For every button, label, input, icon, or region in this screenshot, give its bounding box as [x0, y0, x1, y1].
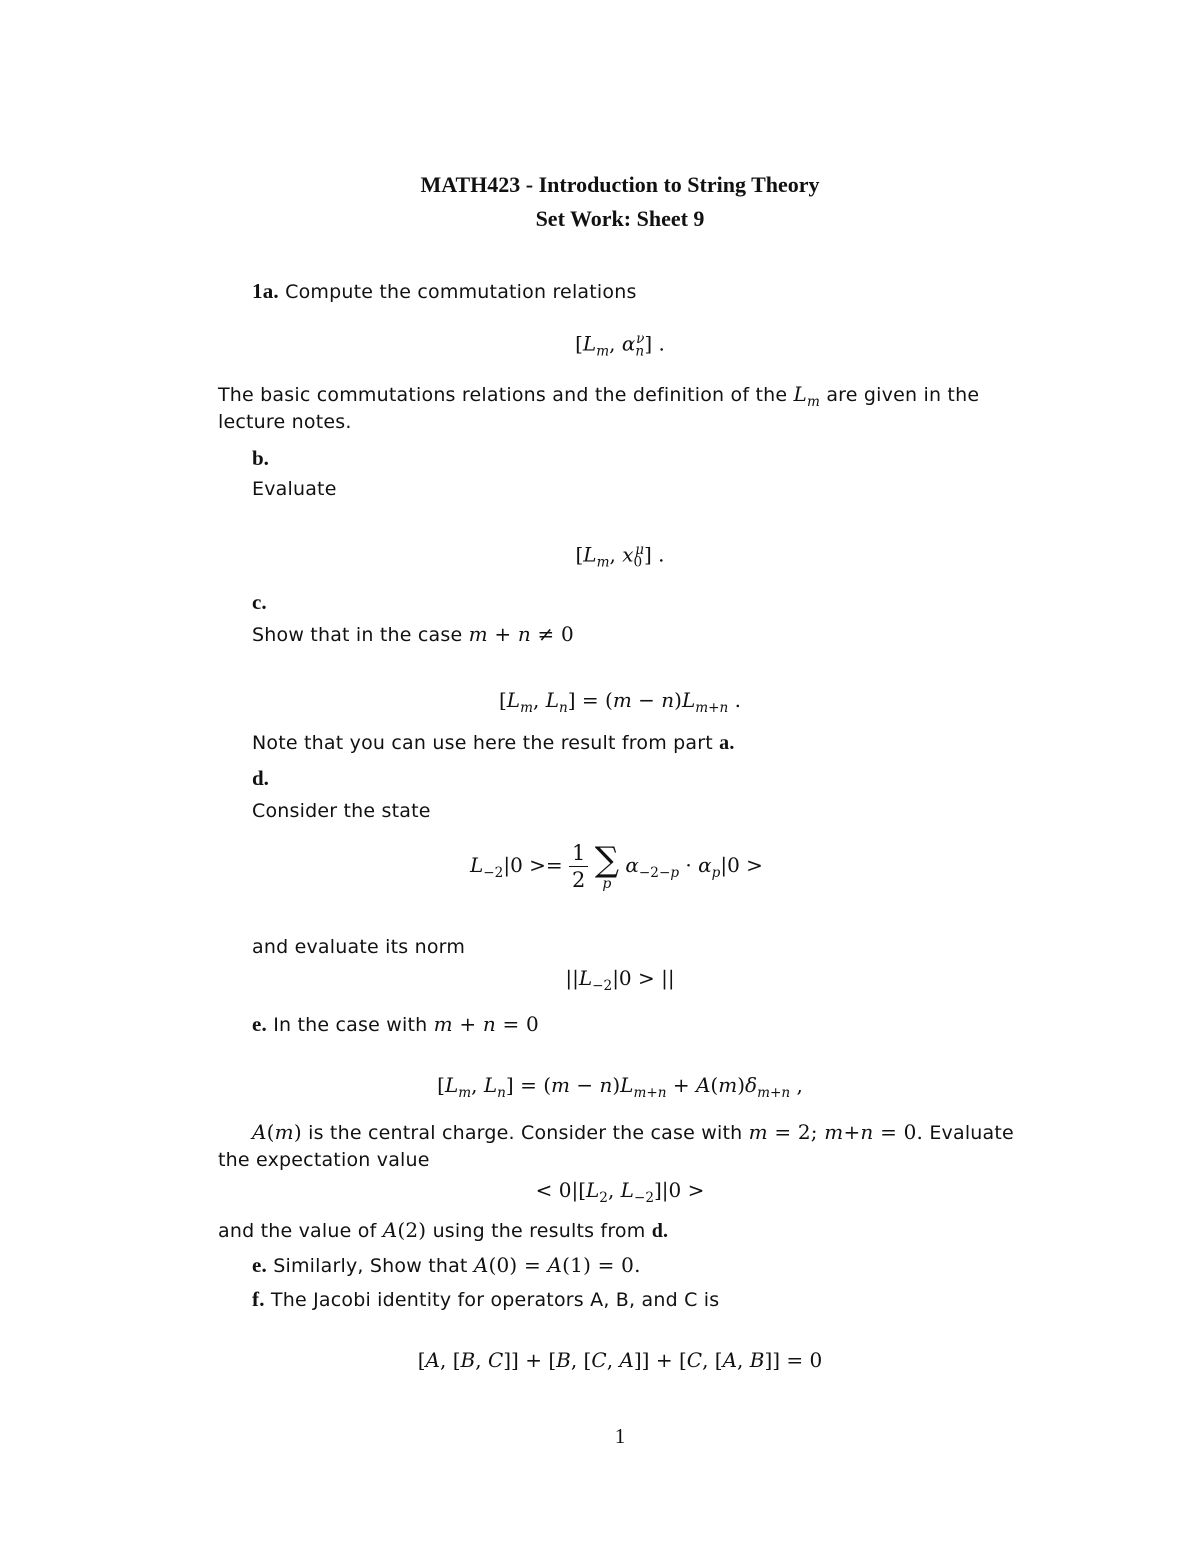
q1e-desc-a: A(m): [252, 1120, 302, 1144]
q1b-label: b.: [252, 446, 269, 470]
q1f-text: The Jacobi identity for operators A, B, and C is: [270, 1289, 720, 1311]
q1d-text-2: and evaluate its norm: [252, 936, 466, 958]
q1e-line: [252, 1012, 539, 1037]
q1c-label: c.: [252, 590, 267, 614]
q1c-equation: [$L_m$, $L_n] = (m - n)L_{m+n}$ .: [498, 688, 742, 716]
q1e-desc-b: is the central charge. Consider the case with: [308, 1122, 743, 1144]
q1a-text: Compute the commutation relations: [285, 281, 637, 303]
q1d-label: d.: [252, 766, 269, 790]
q1e2-equation: A(0) = A(1) = 0.: [473, 1253, 641, 1277]
q1a-label: 1a.: [252, 279, 279, 303]
q1d-text: Consider the state: [252, 800, 431, 822]
q1f-line: [252, 1287, 719, 1312]
q1c-note-pre: Note that you can use here the result from part: [252, 732, 713, 754]
q1c-text: Show that in the case: [252, 624, 463, 646]
q1a-note-line-1: [218, 382, 979, 410]
q1b-equation: [$L_m$, $x_0^\mu$] .: [575, 542, 665, 571]
page-number: 1: [614, 1424, 626, 1448]
q1d-sum: ∑ p: [594, 839, 620, 892]
q1d-fraction: $\frac{1}{2}$: [569, 840, 588, 893]
q1b-text: Evaluate: [252, 478, 337, 500]
title-line-1: MATH423 - Introduction to String Theory: [420, 172, 820, 197]
q1a-note-pre: The basic commutations relations and the definition of the: [218, 384, 788, 406]
q1e-desc-line-1: [252, 1120, 1014, 1144]
q1a-note-line-2: lecture notes.: [218, 411, 352, 433]
q1c-line: [252, 622, 574, 646]
q1e-text: In the case with: [273, 1014, 428, 1036]
q1c-note: [252, 732, 735, 755]
q1a-note-var: $L_m$: [793, 382, 821, 410]
q1e-desc-d: Evaluate: [929, 1122, 1014, 1144]
q1e-value-pre: and the value of: [218, 1220, 377, 1242]
q1d-equation: $L_{-2}|0$ >= $\frac{1}{2}$ ∑ p $\alpha_{-2-p} \cdot \alpha_p|0$ >: [470, 839, 763, 892]
q1e-equation: [$L_m$, $L_n] = (m - n)L_{m+n} + A(m)\delta_{m+n}$ ,: [437, 1073, 803, 1101]
q1e-value-ref: d.: [651, 1220, 669, 1242]
q1c-condition: m + n ≠ 0: [468, 622, 574, 646]
q1e-desc-line-2: the expectation value: [218, 1149, 430, 1171]
q1e-value-mid: using the results from: [432, 1220, 646, 1242]
q1a-line: [252, 279, 637, 304]
q1e2-label: e.: [252, 1253, 267, 1277]
q1e2-line: [252, 1253, 641, 1278]
q1e-desc-c: m = 2; m+n = 0.: [748, 1120, 924, 1144]
q1e-condition: m + n = 0: [433, 1012, 539, 1036]
q1e-value-line: [218, 1218, 668, 1243]
q1a-note-post: are given in the: [826, 384, 980, 406]
title-line-2: Set Work: Sheet 9: [535, 206, 705, 231]
q1f-equation: [A, [B, C]] + [B, [C, A]] + [C, [A, B]] = 0: [417, 1348, 823, 1372]
q1d-norm: $||L_{-2}|0$ > ||: [565, 966, 675, 994]
q1e-expectation: < $0|[L_2$, $L_{-2}]|0$ >: [535, 1178, 705, 1206]
q1e-value-var: A(2): [382, 1218, 427, 1242]
q1e2-text: Similarly, Show that: [273, 1255, 468, 1277]
q1e-label: e.: [252, 1012, 267, 1036]
q1a-equation: [$L_m$, $\alpha_n^\nu$] .: [575, 331, 665, 360]
q1f-label: f.: [252, 1287, 265, 1311]
q1c-note-ref: a.: [719, 732, 735, 754]
